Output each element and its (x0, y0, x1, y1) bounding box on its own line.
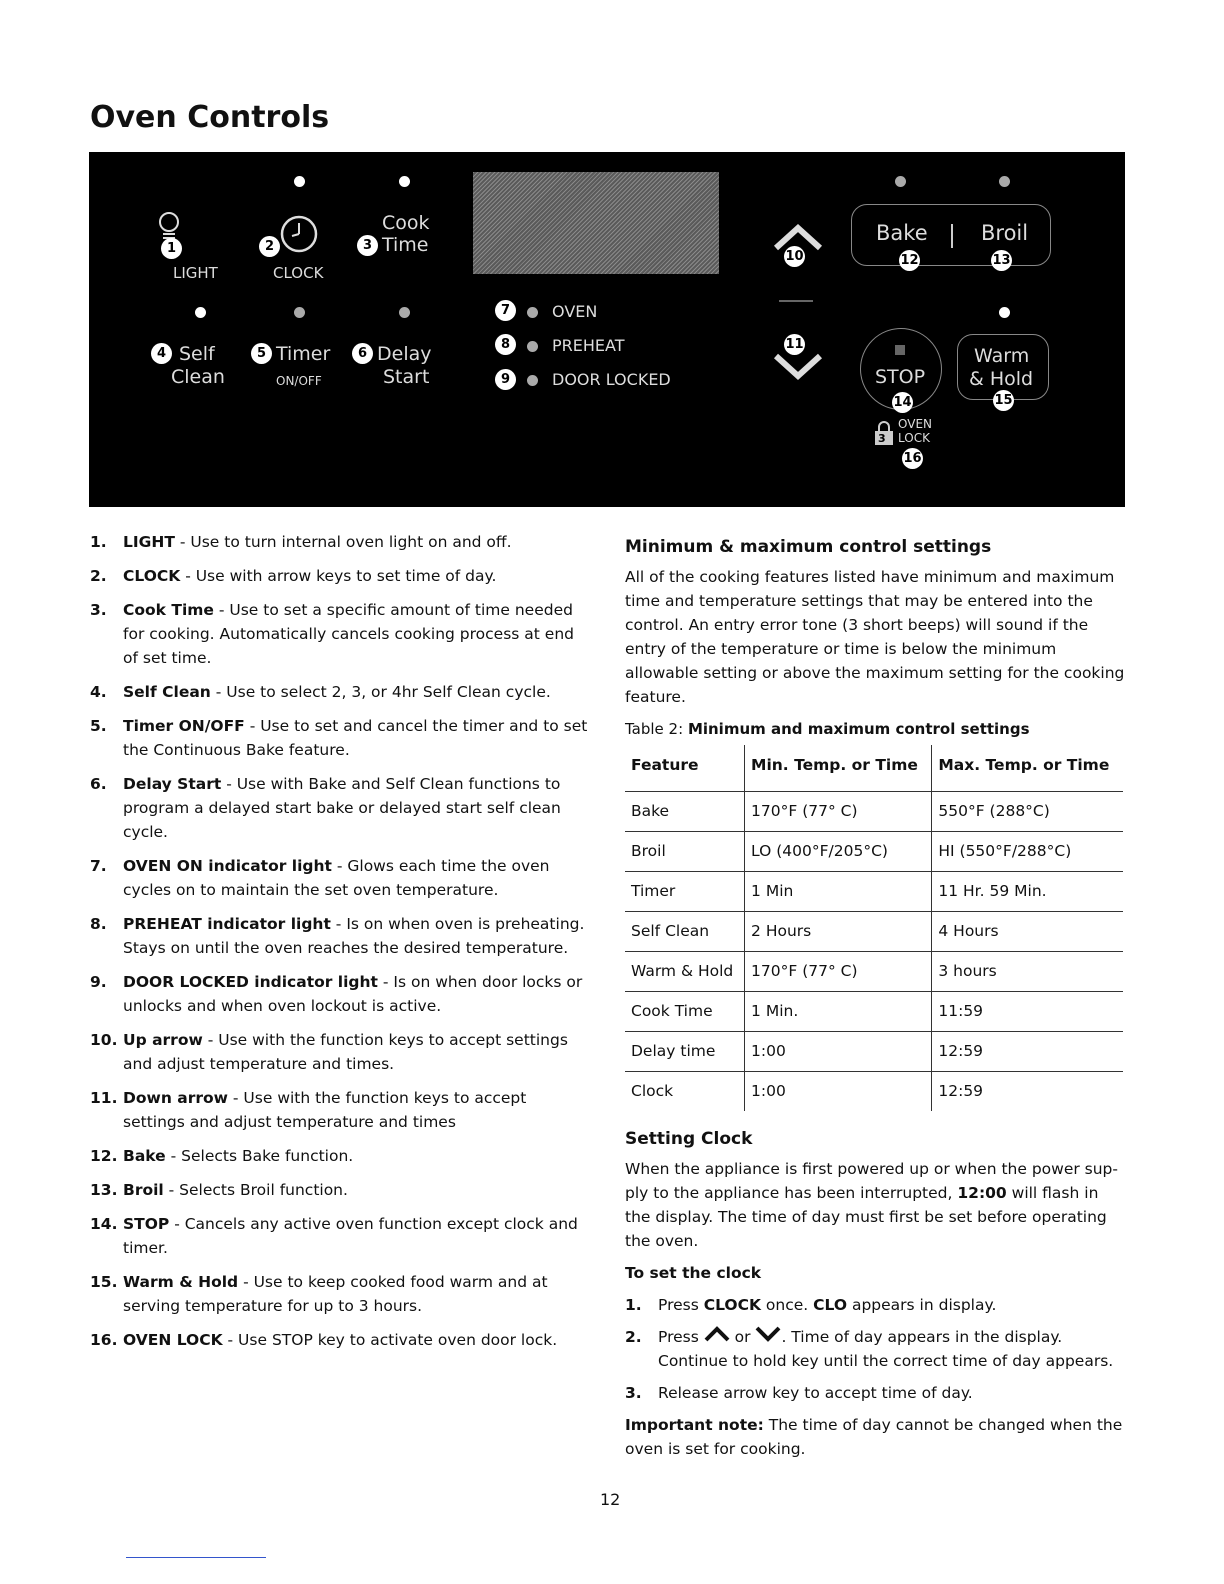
step1-text-a: Press (658, 1296, 704, 1314)
table-row (625, 912, 1123, 952)
table-row (625, 872, 1123, 912)
item-number: 13. (90, 1181, 118, 1199)
item-desc: - Use to set and cancel the timer and to set the Continuous Bake feature. (123, 717, 588, 759)
item-desc: - Cancels any active oven function except clock and timer. (123, 1215, 578, 1257)
badge-2: 2 (259, 236, 280, 257)
badge-15: 15 (993, 390, 1014, 411)
item-desc: - Selects Broil function. (163, 1181, 348, 1199)
list-item (90, 854, 590, 902)
item-label: Bake (123, 1147, 166, 1165)
badge-12: 12 (899, 250, 920, 271)
item-text (123, 680, 551, 704)
item-text (123, 1028, 590, 1076)
item-number: 16. (90, 1331, 118, 1349)
badge-3: 3 (357, 235, 378, 256)
page-number: 12 (600, 1490, 621, 1509)
table-row (625, 952, 1123, 992)
table-cell: Broil (625, 832, 745, 872)
item-desc: - Use to turn internal oven light on and off. (174, 533, 512, 551)
oven-lock-label-line1: OVEN (898, 417, 933, 431)
item-label: Up arrow (123, 1031, 203, 1049)
table-cell: 1 Min. (745, 992, 932, 1032)
setting-clock-heading: Setting Clock (625, 1129, 753, 1149)
list-item (90, 530, 590, 554)
min-max-settings-table (625, 745, 1123, 1111)
item-number: 1. (90, 533, 107, 551)
timer-button[interactable]: Timer (276, 343, 331, 365)
minmax-body: All of the cooking features listed have minimum and maximum time and temperature settings that may be entered into the control. An entry error tone (3 short beeps) will sound if the entry of the temperature or time is below the minimum allowable setting or above the maximum setting for the cooking feature. (625, 568, 1125, 706)
item-label: Cook Time (123, 601, 214, 619)
warm-hold-label-line2: & Hold (969, 368, 1034, 390)
list-item (90, 1212, 590, 1260)
badge-10: 10 (784, 246, 805, 267)
item-label: Warm & Hold (123, 1273, 239, 1291)
oven-control-panel (89, 152, 1125, 507)
door-locked-indicator-label: DOOR LOCKED (552, 370, 671, 389)
table-cell: 11:59 (932, 992, 1123, 1032)
table-cell: 1:00 (745, 1032, 932, 1072)
item-label: PREHEAT indicator light (123, 915, 331, 933)
control-descriptions-list (90, 530, 590, 1362)
clock-indicator-dot (294, 176, 305, 187)
item-number: 4. (90, 683, 107, 701)
clock-body-part2: will flash in the display. The time of day must first be set before operating the oven. (625, 1184, 1107, 1250)
down-arrow-icon[interactable] (772, 352, 824, 382)
item-label: LIGHT (123, 533, 175, 551)
timer-sublabel: ON/OFF (276, 374, 322, 388)
self-clean-indicator-dot (195, 307, 206, 318)
item-text (123, 564, 496, 588)
right-column (625, 535, 1125, 1469)
table-header-row (625, 745, 1123, 792)
item-desc: - Use to set a specific amount of time needed for cooking. Automatically cancels cooking process at end of set time. (123, 601, 574, 667)
item-text (123, 854, 590, 902)
table-cell: 550°F (288°C) (932, 792, 1123, 832)
table-cell: Bake (625, 792, 745, 832)
broil-indicator-dot (999, 176, 1010, 187)
item-label: Self Clean (123, 683, 211, 701)
item-text (123, 1212, 590, 1260)
list-item (90, 1144, 590, 1168)
list-item (625, 1325, 1125, 1373)
self-clean-button-line2[interactable]: Clean (171, 366, 225, 388)
table-row (625, 1032, 1123, 1072)
item-desc: - Use with Bake and Self Clean functions to program a delayed start bake or delayed start self clean cycle. (123, 775, 561, 841)
item-desc: - Is on when door locks or unlocks and when oven lockout is active. (123, 973, 583, 1015)
item-label: OVEN LOCK (123, 1331, 223, 1349)
table-cell: 3 hours (932, 952, 1123, 992)
step1-clo: CLO (813, 1296, 848, 1314)
item-text (123, 1086, 590, 1134)
clock-body-bold: 12:00 (957, 1184, 1007, 1202)
self-clean-button-line1[interactable]: Self (179, 343, 215, 365)
table-cell: Clock (625, 1072, 745, 1112)
item-number: 14. (90, 1215, 118, 1233)
list-item (90, 598, 590, 670)
item-desc: - Use to keep cooked food warm and at serving temperature for up to 3 hours. (123, 1273, 548, 1315)
timer-indicator-dot (294, 307, 305, 318)
delay-indicator-dot (399, 307, 410, 318)
badge-8: 8 (495, 334, 516, 355)
minmax-heading: Minimum & maximum control settings (625, 537, 992, 557)
list-item (90, 714, 590, 762)
delay-start-button-line1[interactable]: Delay (377, 343, 432, 365)
item-text (123, 530, 512, 554)
item-desc: - Use STOP key to activate oven door lock. (222, 1331, 558, 1349)
cook-time-button-line2[interactable]: Time (382, 234, 429, 256)
table-cell: LO (400°F/205°C) (745, 832, 932, 872)
badge-7: 7 (495, 300, 516, 321)
badge-14: 14 (892, 392, 913, 413)
clock-steps (625, 1293, 1125, 1405)
item-desc: - Use with the function keys to accept settings and adjust temperature and times (123, 1089, 527, 1131)
important-note (625, 1413, 1125, 1461)
item-number: 11. (90, 1089, 118, 1107)
table-cell: Cook Time (625, 992, 745, 1032)
item-label: STOP (123, 1215, 170, 1233)
item-number: 6. (90, 775, 107, 793)
footer-link-line (126, 1557, 266, 1558)
table-caption-text: Minimum and maximum control settings (687, 720, 1030, 738)
item-text (123, 1270, 590, 1318)
item-text (123, 598, 590, 670)
clock-body-part1: When the appliance is first powered up or when the power sup- ply to the appliance has been interrupted, (625, 1160, 1118, 1202)
item-label: Down arrow (123, 1089, 228, 1107)
item-number: 2. (90, 567, 107, 585)
table-cell: 4 Hours (932, 912, 1123, 952)
step-text: Release arrow key to accept time of day. (658, 1384, 973, 1402)
oven-indicator-label: OVEN (552, 302, 598, 321)
bake-indicator-dot (895, 176, 906, 187)
table-cell: 170°F (77° C) (745, 792, 932, 832)
list-item (90, 564, 590, 588)
list-item (90, 680, 590, 704)
item-desc: - Selects Bake function. (165, 1147, 354, 1165)
table-cell: 170°F (77° C) (745, 952, 932, 992)
list-item (90, 1270, 590, 1318)
setting-clock-body (625, 1157, 1125, 1253)
table-row (625, 832, 1123, 872)
table-cell: Delay time (625, 1032, 745, 1072)
table-cell: Warm & Hold (625, 952, 745, 992)
item-label: Broil (123, 1181, 164, 1199)
warm-hold-indicator-dot (999, 307, 1010, 318)
delay-start-button-line2[interactable]: Start (383, 366, 430, 388)
step1-text-e: appears in display. (847, 1296, 997, 1314)
table-cell: HI (550°F/288°C) (932, 832, 1123, 872)
item-text (123, 1328, 557, 1352)
table-row (625, 792, 1123, 832)
list-item (90, 1178, 590, 1202)
item-number: 5. (90, 717, 107, 735)
badge-13: 13 (991, 250, 1012, 271)
step-number: 1. (625, 1296, 642, 1314)
badge-5: 5 (251, 343, 272, 364)
list-item (90, 1086, 590, 1134)
badge-6: 6 (352, 343, 373, 364)
item-text (123, 970, 590, 1018)
badge-9: 9 (495, 369, 516, 390)
down-arrow-icon (755, 1326, 781, 1342)
oven-lock-label-line2: LOCK (898, 431, 930, 445)
step2-text-b: . Time of day appears in the display. Continue to hold key until the correct time of day appears. (658, 1328, 1114, 1370)
item-label: OVEN ON indicator light (123, 857, 332, 875)
list-item (625, 1293, 1125, 1317)
list-item (90, 970, 590, 1018)
item-desc: - Use with arrow keys to set time of day. (180, 567, 497, 585)
table-cell: 1:00 (745, 1072, 932, 1112)
table-cell: Self Clean (625, 912, 745, 952)
important-note-text: The time of day cannot be changed when the oven is set for cooking. (625, 1416, 1123, 1458)
table-header-cell: Max. Temp. or Time (932, 745, 1123, 792)
item-text (123, 1178, 348, 1202)
step1-text-c: once. (761, 1296, 814, 1314)
list-item (90, 912, 590, 960)
table-cell: 1 Min (745, 872, 932, 912)
item-number: 9. (90, 973, 107, 991)
item-label: Delay Start (123, 775, 222, 793)
item-desc: - Glows each time the oven cycles on to maintain the set oven temperature. (123, 857, 550, 899)
table-cell: Timer (625, 872, 745, 912)
stop-button-label: STOP (875, 366, 926, 388)
badge-16: 16 (902, 448, 923, 469)
list-item (90, 1328, 590, 1352)
item-number: 15. (90, 1273, 118, 1291)
table-cell: 11 Hr. 59 Min. (932, 872, 1123, 912)
item-label: DOOR LOCKED indicator light (123, 973, 378, 991)
item-text (123, 714, 590, 762)
cook-time-indicator-dot (399, 176, 410, 187)
item-text (123, 1144, 353, 1168)
table-header-cell: Feature (631, 756, 699, 774)
warm-hold-label-line1: Warm (974, 345, 1030, 367)
important-note-label: Important note: (625, 1416, 764, 1434)
table-row (625, 1072, 1123, 1112)
light-button[interactable]: LIGHT (173, 264, 218, 282)
item-desc: - Use to select 2, 3, or 4hr Self Clean cycle. (210, 683, 551, 701)
step-number: 2. (625, 1328, 642, 1346)
step-number: 3. (625, 1384, 642, 1402)
arrow-divider (779, 300, 813, 302)
item-number: 7. (90, 857, 107, 875)
item-label: CLOCK (123, 567, 181, 585)
step-text (658, 1325, 1125, 1373)
badge-1: 1 (161, 238, 182, 259)
list-item (625, 1381, 1125, 1405)
table-header-cell: Min. Temp. or Time (745, 745, 932, 792)
to-set-clock-heading: To set the clock (625, 1264, 762, 1282)
step2-text-a: Press (658, 1328, 704, 1346)
list-item (90, 772, 590, 844)
oven-indicator-light (527, 307, 538, 318)
step2-or: or (729, 1328, 756, 1346)
clock-button[interactable]: CLOCK (273, 264, 324, 282)
badge-11: 11 (784, 334, 805, 355)
item-text (123, 772, 590, 844)
cook-time-button-line1[interactable]: Cook (382, 212, 430, 234)
bake-button[interactable]: Bake (876, 221, 928, 245)
item-desc: - Is on when oven is preheating. Stays on until the oven reaches the desired temperature. (123, 915, 585, 957)
item-number: 12. (90, 1147, 118, 1165)
table-cell: 2 Hours (745, 912, 932, 952)
door-locked-indicator-light (527, 375, 538, 386)
step-text (658, 1293, 996, 1317)
preheat-indicator-light (527, 341, 538, 352)
item-number: 10. (90, 1031, 118, 1049)
clock-icon (279, 214, 319, 254)
item-label: Timer ON/OFF (123, 717, 245, 735)
list-item (90, 1028, 590, 1076)
table-row (625, 992, 1123, 1032)
table-cell: 12:59 (932, 1072, 1123, 1112)
table-cell: 12:59 (932, 1032, 1123, 1072)
table-caption (625, 717, 1125, 741)
table-caption-prefix: Table 2: (625, 720, 684, 738)
lock-hold-seconds: 3 (878, 432, 886, 445)
oven-display (473, 172, 719, 274)
stop-square-icon (895, 345, 905, 355)
item-desc: - Use with the function keys to accept settings and adjust temperature and times. (123, 1031, 568, 1073)
item-number: 8. (90, 915, 107, 933)
badge-4: 4 (151, 343, 172, 364)
step1-clock-key: CLOCK (703, 1296, 761, 1314)
bake-broil-divider (951, 224, 953, 248)
preheat-indicator-label: PREHEAT (552, 336, 625, 355)
item-text (123, 912, 590, 960)
item-number: 3. (90, 601, 107, 619)
up-arrow-icon (704, 1326, 730, 1342)
page-title: Oven Controls (90, 100, 330, 135)
broil-button[interactable]: Broil (981, 221, 1029, 245)
